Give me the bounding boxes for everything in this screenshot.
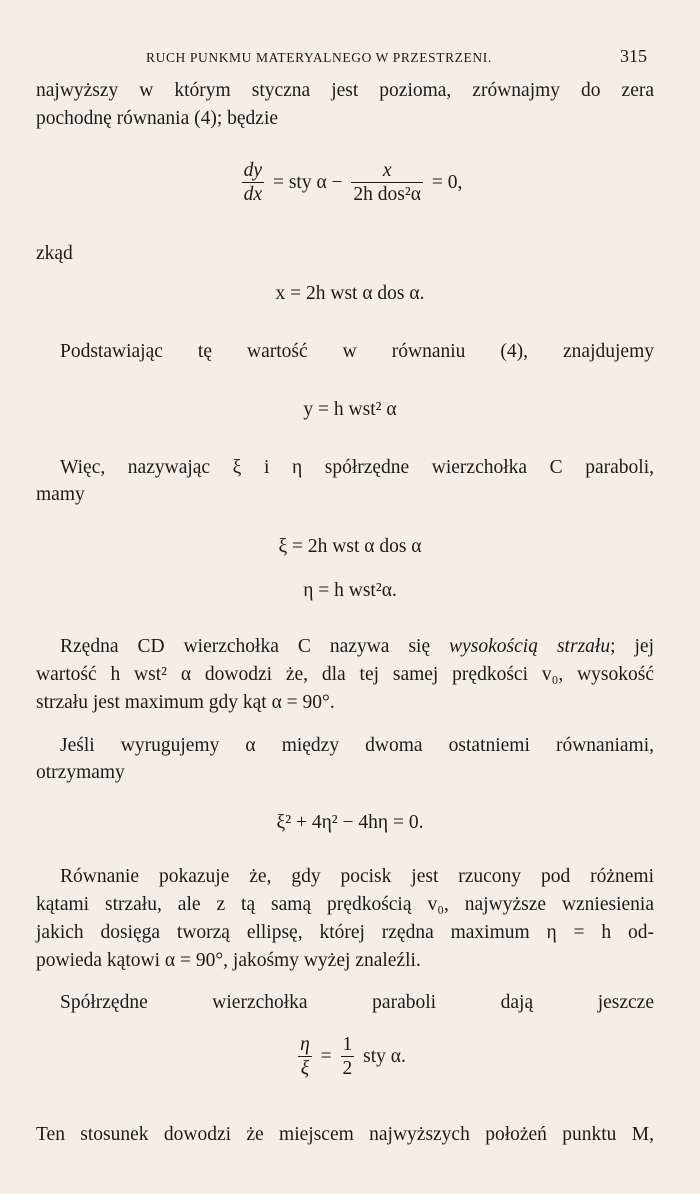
text-line: [60, 636, 654, 658]
text-line: wartość h wst² α dowodzi że, dla tej samej prędkości v₀, wysokość: [36, 664, 654, 685]
equation-xi: ξ = 2h wst α dos α: [278, 536, 422, 557]
text-line: Równanie pokazuje że, gdy pocisk jest rzucony pod różnemi: [60, 866, 654, 887]
text-line: strzału jest maximum gdy kąt α = 90°.: [36, 692, 335, 713]
equation-end: sty α.: [363, 1045, 406, 1067]
fraction-denominator: dx: [243, 184, 263, 206]
fraction-denominator: 2: [342, 1058, 353, 1080]
equation-end: = 0,: [431, 171, 463, 193]
text-line: zkąd: [36, 243, 73, 264]
text-span: Rzędna CD wierzchołka C nazywa się: [60, 636, 450, 657]
fraction-one-half: [341, 1034, 355, 1081]
fraction-numerator: 1: [341, 1034, 355, 1057]
fraction-x-over-denominator: [351, 160, 423, 207]
equation-middle: = sty α −: [272, 171, 343, 193]
text-line: pochodnę równania (4); będzie: [36, 108, 279, 129]
text-line: Więc, nazywając ξ i η spółrzędne wierzchołka C paraboli,: [60, 457, 654, 478]
fraction-denominator: 2h dos²α: [353, 184, 421, 206]
equation-eta: η = h wst²α.: [303, 580, 397, 601]
page-header: [0, 44, 700, 74]
text-line: kątami strzału, ale z tą samą prędkością v₀, najwyższe wzniesienia: [36, 894, 654, 915]
equation-y: y = h wst² α: [303, 399, 397, 420]
fraction-denominator: ξ: [300, 1058, 310, 1080]
text-line: Jeśli wyrugujemy α między dwoma ostatniemi równaniami,: [60, 735, 654, 756]
fraction-numerator: η: [298, 1034, 312, 1057]
text-line: najwyższy w którym styczna jest pozioma, zrównajmy do zera: [36, 80, 654, 101]
equals-sign: =: [320, 1045, 332, 1067]
text-line: Spółrzędne wierzchołka paraboli dają jeszcze: [60, 992, 654, 1013]
fraction-eta-over-xi: [298, 1034, 312, 1081]
text-span: ; jej: [610, 636, 654, 657]
text-line: otrzymamy: [36, 762, 125, 783]
fraction-numerator: x: [351, 160, 423, 183]
equation-x: x = 2h wst α dos α.: [275, 283, 425, 304]
fraction-numerator: dy: [242, 160, 264, 183]
text-line: jakich dosięga tworzą ellipsę, której rzędna maximum η = h od-: [36, 922, 654, 943]
text-line: Podstawiając tę wartość w równaniu (4), znajdujemy: [60, 341, 654, 362]
emphasis-wysokosc-strzalu: wysokością strzału: [449, 636, 611, 657]
fraction-dy-dx: [242, 160, 264, 207]
text-line: Ten stosunek dowodzi że miejscem najwyższych położeń punktu M,: [36, 1124, 654, 1145]
equation-ellipse: ξ² + 4η² − 4hη = 0.: [276, 812, 424, 833]
text-line: powieda kątowi α = 90°, jakośmy wyżej znaleźli.: [36, 950, 421, 971]
running-title: RUCH PUNKMU MATERYALNEGO W PRZESTRZENI.: [146, 50, 492, 65]
text-line: mamy: [36, 484, 85, 505]
equation-derivative: [0, 160, 700, 207]
page-number: 315: [620, 46, 647, 66]
equation-ratio: [0, 1034, 700, 1081]
